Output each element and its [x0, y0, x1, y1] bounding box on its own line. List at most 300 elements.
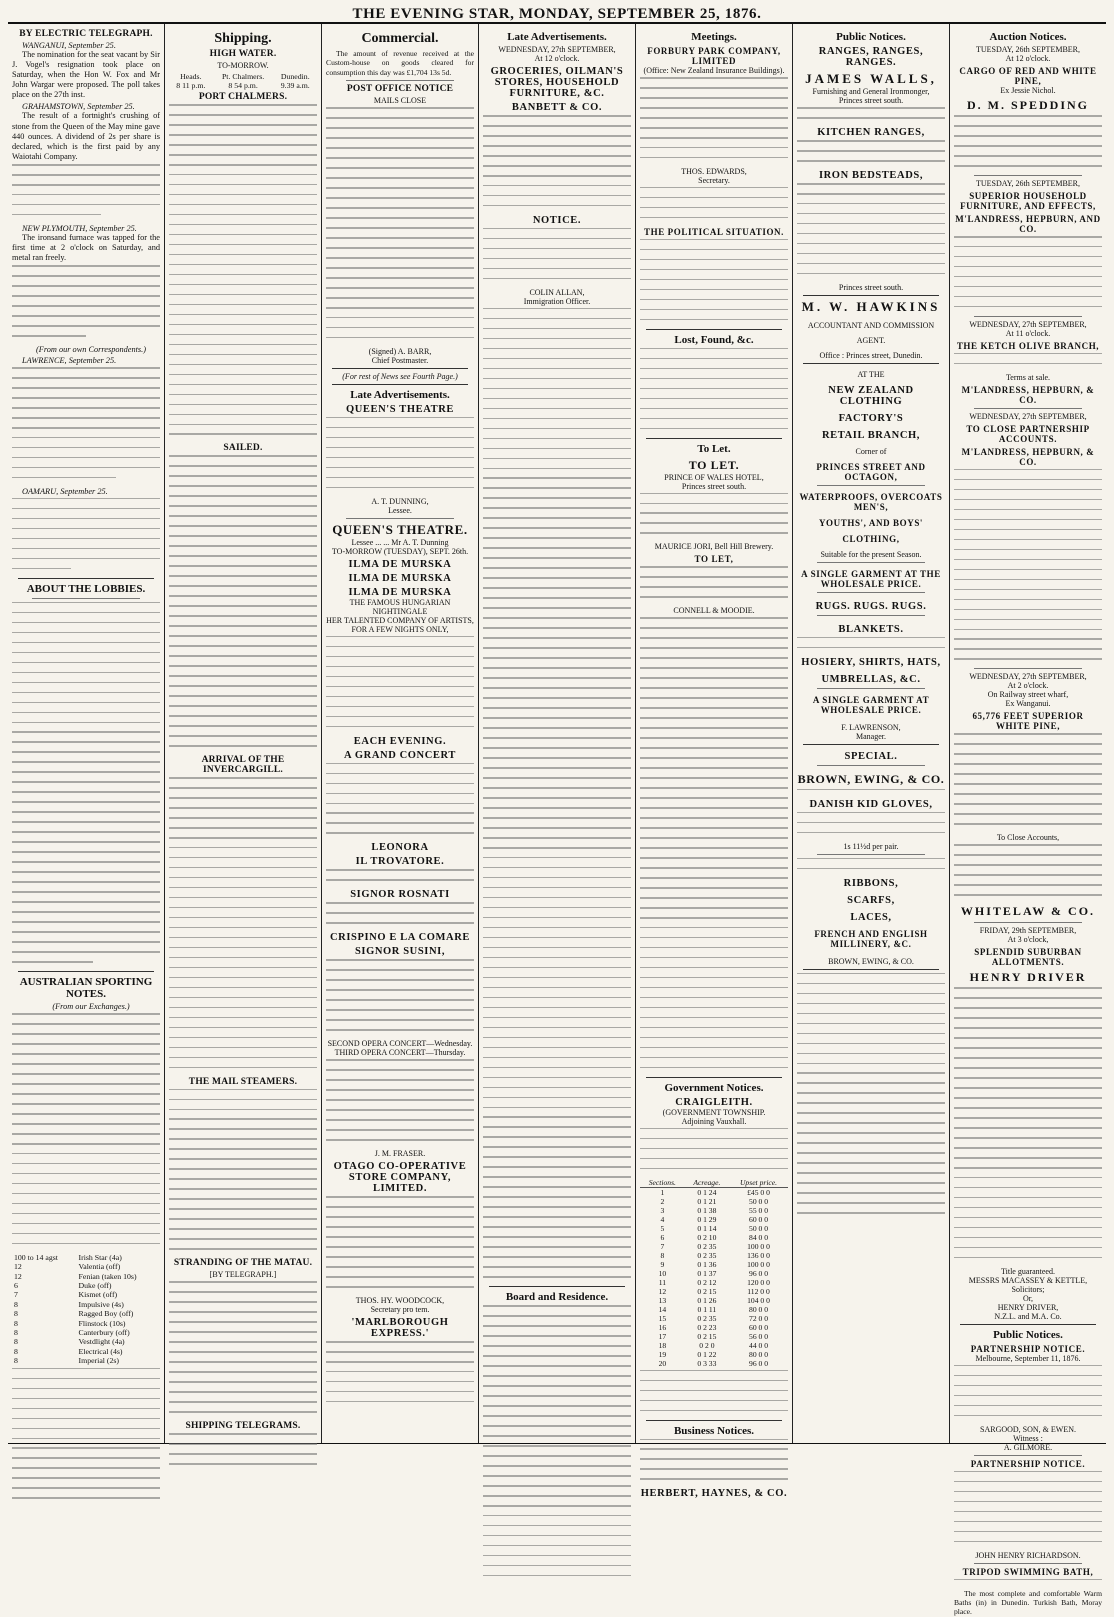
text-lines — [326, 959, 474, 1030]
secretary-pro-tem: Secretary pro tem. — [370, 1304, 430, 1314]
lot-cell: 55 0 0 — [749, 1205, 769, 1215]
lots-header: Upset price. — [729, 1178, 788, 1188]
text-lines — [12, 1013, 160, 1244]
suitable: Suitable for the present Season. — [820, 549, 922, 559]
divider — [803, 295, 939, 296]
grand-concert: A GRAND CONCERT — [344, 749, 456, 761]
text-lines — [954, 1579, 1102, 1581]
column-1 — [8, 24, 165, 1443]
lot-row — [640, 1224, 788, 1233]
prince-hotel: PRINCE OF WALES HOTEL, — [664, 472, 764, 482]
column-3 — [322, 24, 479, 1443]
signor-susini: SIGNOR SUSINI, — [354, 946, 446, 958]
lot-cell: 0 2 35 — [697, 1250, 717, 1260]
text-lines — [797, 973, 945, 1214]
text-lines — [169, 777, 317, 1068]
betting-row — [12, 1328, 160, 1337]
board-residence-heading: Board and Residence. — [505, 1291, 609, 1304]
lot-row — [640, 1314, 788, 1323]
text-lines — [326, 107, 474, 338]
railway-wharf: On Railway street wharf, — [987, 690, 1069, 700]
lot-cell: 0 2 35 — [697, 1313, 717, 1323]
lot-cell: 0 1 24 — [697, 1187, 717, 1197]
at-the: AT THE — [857, 369, 885, 379]
column-5 — [636, 24, 793, 1500]
partnership-notice: PARTNERSHIP NOTICE. — [970, 1458, 1086, 1469]
lot-cell: 20 — [658, 1358, 667, 1368]
to-close: To Close Accounts, — [996, 833, 1060, 843]
betting-cell: 8 — [14, 1309, 18, 1319]
betting-row — [12, 1272, 160, 1281]
divider — [489, 1286, 625, 1287]
princes-south: Princes street south. — [681, 481, 747, 491]
special: SPECIAL. — [844, 750, 898, 762]
maurice-jori: MAURICE JORI, Bell Hill Brewery. — [654, 542, 774, 552]
masthead-title: THE EVENING STAR, MONDAY, SEPTEMBER 25, 1876. — [352, 5, 762, 22]
lot-cell: 0 2 0 — [699, 1340, 715, 1350]
waterproofs: WATERPROOFS, OVERCOATS MEN'S, — [799, 491, 943, 512]
lot-cell: 18 — [658, 1340, 667, 1350]
lot-row — [640, 1350, 788, 1359]
text-lines — [12, 164, 160, 216]
lot-cell: 112 0 0 — [747, 1286, 770, 1296]
divider — [346, 80, 454, 81]
betting-row — [12, 1281, 160, 1290]
lot-cell: 50 0 0 — [749, 1223, 769, 1233]
lot-cell: 84 0 0 — [749, 1232, 769, 1242]
lot-cell: 0 1 11 — [697, 1304, 717, 1314]
news-item: The result of a fortnight's crushing of stone from the Queen of the May mine gave 440 ounces. A dividend of 2s per share is declared, which is the first paid by any Waiotahi Company. — [12, 111, 160, 161]
ilma-line: ILMA DE MURSKA — [348, 586, 452, 598]
text-lines — [954, 353, 1102, 365]
betting-cell: Fenian (taken 10s) — [78, 1271, 137, 1281]
lot-cell: 0 2 35 — [697, 1241, 717, 1251]
betting-cell: Flinstock (10s) — [78, 1318, 126, 1328]
queens-theatre-title: QUEEN'S THEATRE — [345, 403, 455, 415]
each-evening: EACH EVENING. — [353, 735, 447, 747]
landreth: M'LANDRESS, HEPBURN, AND CO. — [955, 213, 1101, 234]
landreth: M'LANDRESS, HEPBURN, & CO. — [961, 446, 1095, 467]
betting-table — [12, 1253, 160, 1366]
sargood: SARGOOD, SON, & EWEN. — [980, 1424, 1076, 1434]
from-exchanges: (From our Exchanges.) — [52, 1002, 130, 1012]
political-title: THE POLITICAL SITUATION. — [643, 226, 785, 237]
whitelaw: WHITELAW & CO. — [960, 904, 1096, 919]
betting-cell: 8 — [14, 1327, 18, 1337]
leonora: LEONORA — [371, 842, 429, 854]
at-3: At 3 o'clock, — [1007, 935, 1049, 945]
to-let-title: TO LET. — [688, 457, 740, 472]
divider — [974, 316, 1082, 317]
notice-heading: NOTICE. — [532, 214, 582, 226]
blankets: BLANKETS. — [838, 623, 904, 635]
lots-header: Acreage. — [685, 1178, 729, 1188]
text-lines — [640, 493, 788, 535]
divider — [18, 578, 154, 579]
lot-cell: 10 — [658, 1268, 667, 1278]
section-shipping: Shipping. — [214, 31, 272, 46]
text-lines — [954, 987, 1102, 1258]
suburban-allotments: SPLENDID SUBURBAN ALLOTMENTS. — [974, 947, 1082, 968]
divider — [974, 668, 1082, 669]
single-garment: A SINGLE GARMENT AT WHOLESALE PRICE. — [812, 694, 930, 715]
woodcock: THOS. HY. WOODCOCK, — [355, 1295, 445, 1305]
betting-row — [12, 1300, 160, 1309]
dateline: OAMARU, September 25. — [22, 486, 108, 496]
melbourne-date: Melbourne, September 11, 1876. — [975, 1353, 1081, 1363]
lot-cell: 2 — [660, 1196, 665, 1206]
brown-ewing-sign: BROWN, EWING, & CO. — [828, 956, 914, 966]
divider — [817, 485, 925, 486]
lot-cell: 0 2 15 — [697, 1331, 717, 1341]
text-lines — [326, 1059, 474, 1140]
text-lines — [797, 107, 945, 119]
betting-cell: 8 — [14, 1337, 18, 1347]
wednesday: WEDNESDAY, 27th SEPTEMBER, — [498, 45, 616, 54]
text-lines — [169, 455, 317, 746]
at-12: At 12 o'clock. — [1005, 54, 1051, 63]
lot-row — [640, 1197, 788, 1206]
lot-cell: 96 0 0 — [749, 1268, 769, 1278]
section-telegraph: BY ELECTRIC TELEGRAPH. — [19, 29, 153, 39]
lot-cell: 0 2 12 — [697, 1277, 717, 1287]
text-lines — [640, 239, 788, 320]
hosiery: HOSIERY, SHIRTS, HATS, — [801, 656, 941, 668]
betting-cell: Vestdlight (4a) — [78, 1337, 125, 1347]
divider — [960, 1324, 1096, 1325]
lot-cell: 11 — [658, 1277, 667, 1287]
gilmore: A. GILMORE. — [1003, 1442, 1053, 1452]
lot-cell: 60 0 0 — [749, 1214, 769, 1224]
betting-cell: 8 — [14, 1299, 18, 1309]
text-lines — [169, 1433, 317, 1465]
betting-row — [12, 1309, 160, 1318]
shipping-telegrams-heading: SHIPPING TELEGRAMS. — [185, 1421, 301, 1432]
betting-cell: Canterbury (off) — [78, 1327, 130, 1337]
betting-cell: 8 — [14, 1318, 18, 1328]
princes-octagon: PRINCES STREET AND OCTAGON, — [816, 461, 926, 482]
betting-row — [12, 1253, 160, 1262]
betting-cell: Electrical (4s) — [78, 1346, 123, 1356]
landreth: M'LANDRESS, HEPBURN, & CO. — [961, 384, 1095, 405]
ranges: RANGES, RANGES, RANGES. — [818, 46, 924, 68]
text-lines — [326, 1341, 474, 1403]
lot-cell: 5 — [660, 1223, 665, 1233]
lot-cell: 50 0 0 — [749, 1196, 769, 1206]
retail-branch: RETAIL BRANCH, — [821, 429, 921, 441]
lot-cell: 80 0 0 — [749, 1349, 769, 1359]
betting-cell: Valentia (off) — [78, 1262, 121, 1272]
signed-barr: (Signed) A. BARR, — [368, 346, 432, 356]
dateline: GRAHAMSTOWN, September 25. — [22, 102, 135, 112]
trovatore: IL TROVATORE. — [355, 856, 445, 868]
tomorrow-line: TO-MORROW (TUESDAY), SEPT. 26th. — [331, 546, 469, 556]
betting-cell: 100 to 14 agst — [14, 1252, 58, 1262]
betting-cell: 6 — [14, 1280, 18, 1290]
lot-cell: 3 — [660, 1205, 665, 1215]
divider — [646, 1077, 782, 1078]
lot-cell: 0 2 15 — [697, 1286, 717, 1296]
lot-cell: 0 1 26 — [697, 1295, 717, 1305]
divider — [974, 175, 1082, 176]
corner-of: Corner of — [855, 446, 887, 456]
text-lines — [326, 636, 474, 727]
lot-row — [640, 1278, 788, 1287]
betting-row — [12, 1290, 160, 1299]
youths: YOUTHS', AND BOYS' — [818, 517, 924, 528]
divider — [974, 922, 1082, 923]
lot-cell: 0 1 36 — [697, 1259, 717, 1269]
text-lines — [954, 236, 1102, 307]
arrival-heading: ARRIVAL OF THE INVERCARGILL. — [201, 755, 285, 775]
colin-allan: COLIN ALLAN, — [529, 287, 585, 297]
column-4 — [479, 24, 636, 1443]
lots-table — [640, 1178, 788, 1368]
text-lines — [954, 1365, 1102, 1417]
to-let-heading: To Let. — [697, 442, 731, 455]
lot-cell: 14 — [658, 1304, 667, 1314]
baths-note: The most complete and comfortable Warm Baths (in) in Dunedin. Turkish Bath, Moray place. — [954, 1588, 1102, 1617]
lots-header: Sections. — [640, 1178, 685, 1188]
cargo: CARGO OF RED AND WHITE PINE, — [959, 66, 1097, 86]
spedding: D. M. SPEDDING — [966, 98, 1089, 112]
nightingale: THE FAMOUS HUNGARIAN NIGHTINGALE — [349, 597, 451, 616]
lot-cell: 60 0 0 — [749, 1322, 769, 1332]
lot-cell: 0 2 10 — [697, 1232, 717, 1242]
news-item: The ironsand furnace was tapped for the first time at 2 o'clock on Saturday, and metal ran freely. — [12, 232, 160, 263]
lot-row — [640, 1187, 788, 1197]
lot-row — [640, 1269, 788, 1278]
french-millinery: FRENCH AND ENGLISH MILLINERY, &C. — [814, 928, 928, 949]
signor-rosnati: SIGNOR ROSNATI — [350, 889, 450, 901]
lot-cell: 44 0 0 — [749, 1340, 769, 1350]
few-nights: FOR A FEW NIGHTS ONLY, — [351, 624, 449, 634]
henry-driver-sign: HENRY DRIVER, — [997, 1302, 1059, 1312]
secretary: Secretary. — [698, 175, 730, 185]
lot-cell: 17 — [658, 1331, 667, 1341]
divider — [32, 598, 140, 599]
lot-cell: 0 3 33 — [697, 1358, 717, 1368]
lot-cell: 6 — [660, 1232, 665, 1242]
partnership-notice: PARTNERSHIP NOTICE. — [970, 1343, 1086, 1354]
lot-cell: 15 — [658, 1313, 667, 1323]
tide-time: 9.39 a.m. — [280, 81, 310, 90]
lost-found-heading: Lost, Found, &c. — [674, 333, 754, 346]
nz-clothing: NEW ZEALAND CLOTHING — [828, 384, 914, 407]
betting-row — [12, 1356, 160, 1365]
text-lines — [640, 1439, 788, 1481]
lot-row — [640, 1287, 788, 1296]
text-lines — [797, 140, 945, 162]
text-lines — [954, 115, 1102, 167]
tide-table — [169, 72, 317, 90]
text-lines — [640, 348, 788, 429]
by-telegraph: [BY TELEGRAPH.] — [209, 1270, 277, 1280]
lot-cell: 7 — [660, 1241, 665, 1251]
betting-cell: 8 — [14, 1356, 18, 1366]
tide-time: 8 54 p.m. — [228, 81, 258, 90]
tide-place: Dunedin. — [280, 72, 310, 81]
divider — [974, 1455, 1082, 1456]
walls-desc: Furnishing and General Ironmonger, — [812, 87, 930, 96]
lawrenson: F. LAWRENSON, — [841, 722, 901, 732]
text-lines — [483, 308, 631, 1278]
late-ads-heading: Late Advertisements. — [507, 31, 607, 43]
lot-cell: 96 0 0 — [749, 1358, 769, 1368]
text-lines — [326, 763, 474, 834]
divider — [817, 765, 925, 766]
betting-cell: 7 — [14, 1290, 18, 1300]
text-lines — [326, 417, 474, 488]
lot-cell: 0 1 21 — [697, 1196, 717, 1206]
lot-cell: 0 2 23 — [697, 1322, 717, 1332]
tuesday: TUESDAY, 26th SEPTEMBER, — [975, 45, 1081, 54]
meetings-heading: Meetings. — [691, 31, 737, 43]
lot-cell: 56 0 0 — [749, 1331, 769, 1341]
text-lines — [640, 1128, 788, 1170]
princes-street: Princes street south. — [838, 96, 904, 105]
text-lines — [640, 187, 788, 219]
text-lines — [326, 1196, 474, 1287]
lot-cell: 19 — [658, 1349, 667, 1359]
marlborough: 'MARLBOROUGH EXPRESS.' — [351, 1316, 449, 1339]
lot-cell: 16 — [658, 1322, 667, 1332]
betting-cell: Irish Star (4a) — [78, 1252, 122, 1262]
section-lobbies: ABOUT THE LOBBIES. — [26, 582, 146, 595]
gov-township: (GOVERNMENT TOWNSHIP. — [662, 1107, 766, 1117]
tuesday: TUESDAY, 26th SEPTEMBER, — [975, 178, 1081, 188]
ex-jessie: Ex Jessie Nichol. — [1000, 86, 1056, 95]
laces: LACES, — [850, 911, 892, 923]
forbury-office: (Office: New Zealand Insurance Buildings). — [643, 66, 785, 75]
herbert-haynes: HERBERT, HAYNES, & CO. — [640, 1488, 788, 1500]
groceries: GROCERIES, OILMAN'S STORES, HOUSEHOLD FURNITURE, &C. — [490, 66, 624, 99]
text-lines — [12, 498, 160, 569]
lot-row — [640, 1251, 788, 1260]
divider — [803, 744, 939, 745]
betting-cell: 12 — [14, 1262, 22, 1272]
friday: FRIDAY, 29th SEPTEMBER, — [979, 926, 1077, 936]
from-correspondents: (From our own Correspondents.) — [35, 345, 146, 354]
betting-row — [12, 1347, 160, 1356]
messrs: MESSRS MACASSEY & KETTLE, — [968, 1275, 1088, 1285]
text-lines — [797, 637, 945, 649]
iron-bedsteads: IRON BEDSTEADS, — [818, 169, 924, 181]
text-lines — [954, 844, 1102, 896]
lot-row — [640, 1341, 788, 1350]
title-guaranteed: Title guaranteed. — [1001, 1266, 1055, 1276]
column-6 — [793, 24, 950, 1443]
betting-cell: Ragged Boy (off) — [78, 1309, 134, 1319]
lot-cell: £45 0 0 — [747, 1187, 770, 1197]
divider — [803, 363, 939, 364]
masthead — [8, 6, 1106, 24]
continued-note: (For rest of News see Fourth Page.) — [342, 371, 458, 381]
agent: AGENT. — [856, 335, 886, 345]
tide-time: 8 11 p.m. — [176, 81, 206, 90]
text-lines — [797, 183, 945, 274]
betting-cell: Impulsive (4s) — [78, 1299, 124, 1309]
lot-cell: 100 0 0 — [747, 1259, 770, 1269]
divider — [332, 384, 468, 385]
text-lines — [640, 77, 788, 158]
text-lines — [12, 367, 160, 478]
text-lines — [797, 789, 945, 791]
lot-cell: 0 1 22 — [697, 1349, 717, 1359]
hawkins-office: Office : Princes street, Dunedin. — [819, 350, 923, 360]
queens-theatre-title: QUEEN'S THEATRE. — [332, 521, 468, 537]
single-garment: A SINGLE GARMENT AT THE WHOLESALE PRICE. — [801, 568, 941, 589]
jm-fraser: J. M. FRASER. — [374, 1149, 426, 1159]
lot-cell: 104 0 0 — [747, 1295, 770, 1305]
text-lines — [326, 869, 474, 881]
at-2: At 2 o'clock. — [1007, 681, 1049, 691]
public-notices-heading: Public Notices. — [993, 1328, 1063, 1341]
lot-cell: 13 — [658, 1295, 667, 1305]
betting-cell: 8 — [14, 1346, 18, 1356]
business-heading: Business Notices. — [673, 1424, 755, 1437]
text-lines — [640, 1370, 788, 1412]
text-lines — [797, 858, 945, 870]
mails-heading: THE MAIL STEAMERS. — [188, 1076, 298, 1087]
divider — [803, 969, 939, 970]
tomorrow-label: TO-MORROW. — [217, 61, 269, 70]
columns — [8, 24, 1106, 1617]
lot-cell: 0 1 14 — [697, 1223, 717, 1233]
betting-cell: Imperial (2s) — [78, 1356, 120, 1366]
nzlm: N.Z.L. and M.A. Co. — [994, 1311, 1062, 1321]
lot-row — [640, 1296, 788, 1305]
factorys: FACTORY'S — [838, 412, 904, 424]
lot-cell: 8 — [660, 1250, 665, 1260]
lot-cell: 80 0 0 — [749, 1304, 769, 1314]
rugs: RUGS. RUGS. RUGS. — [815, 600, 927, 612]
arrived-heading: PORT CHALMERS. — [198, 92, 288, 102]
ribbons: RIBBONS, — [843, 877, 899, 889]
james-walls: JAMES WALLS, — [805, 71, 937, 86]
wednesday: WEDNESDAY, 27th SEPTEMBER, — [969, 319, 1087, 329]
divider — [817, 688, 925, 689]
lot-row — [640, 1242, 788, 1251]
at-12: At 12 o'clock. — [534, 54, 580, 63]
news-item: The nomination for the seat vacant by Sir J. Vogel's resignation took place on Saturday, when the Hon W. Fox and Mr John Wargar were proposed. The poll takes place on the 27th inst. — [12, 50, 160, 100]
to-let-title: TO LET, — [694, 554, 734, 565]
swimming-bath: TRIPOD SWIMMING BATH, — [962, 1566, 1094, 1577]
ketch: THE KETCH OLIVE BRANCH, — [956, 340, 1100, 351]
text-lines — [12, 1368, 160, 1499]
column-7 — [950, 24, 1106, 1617]
thos-edwards: THOS. EDWARDS, — [681, 166, 747, 176]
lot-cell: 12 — [658, 1286, 667, 1296]
lot-cell: 0 1 37 — [697, 1268, 717, 1278]
lot-row — [640, 1332, 788, 1341]
banbett: BANBETT & CO. — [511, 102, 603, 113]
lot-row — [640, 1359, 788, 1368]
section-commercial: Commercial. — [361, 31, 439, 46]
text-lines — [483, 228, 631, 280]
dateline: WANGANUI, September 25. — [22, 41, 116, 50]
tide-place: Heads. — [180, 72, 202, 81]
second-concert: SECOND OPERA CONCERT—Wednesday. — [327, 1039, 473, 1049]
public-notices-heading: Public Notices. — [836, 31, 906, 43]
lot-cell: 0 1 38 — [697, 1205, 717, 1215]
signed-role: Chief Postmaster. — [371, 355, 429, 365]
text-lines — [483, 115, 631, 206]
crispino: CRISPINO E LA COMARE — [329, 932, 471, 944]
dateline: NEW PLYMOUTH, September 25. — [22, 223, 137, 233]
customs-note: The amount of revenue received at the Custom-house on goods cleared for consumption this day was £1,704 13s 5d. — [326, 49, 474, 77]
divider — [817, 592, 925, 593]
